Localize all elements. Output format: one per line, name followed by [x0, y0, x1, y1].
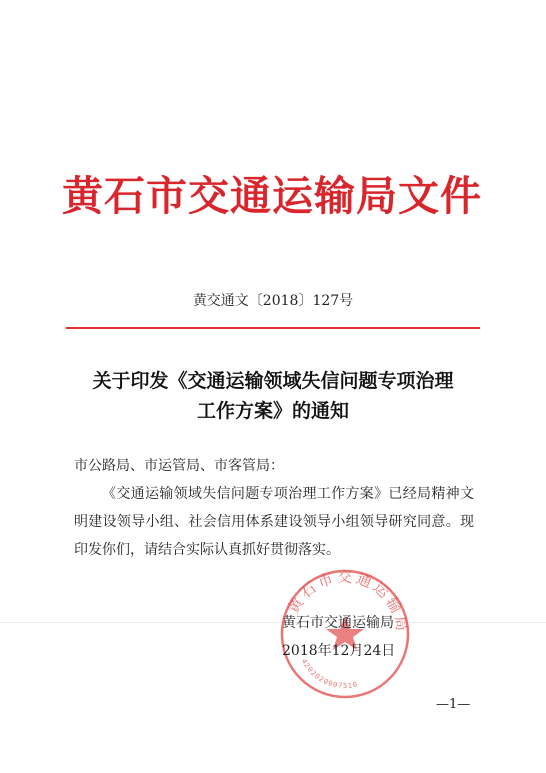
- stamp-code-text: 4202020007510: [299, 657, 359, 691]
- notice-title: [60, 366, 486, 426]
- stamp-ring-text: 黄石市交通运输局: [284, 567, 412, 636]
- signature-organization: 黄石市交通运输局: [282, 615, 394, 631]
- notice-title-line-1: 关于印发《交通运输领域失信问题专项治理: [92, 370, 454, 392]
- page-number: —1—: [436, 697, 471, 712]
- addressee-line: 市公路局、市运管局、市客管局：: [74, 458, 284, 474]
- scan-artifact-line: [0, 622, 546, 623]
- document-number: 黄交通文〔2018〕127号: [192, 293, 354, 309]
- signature-date: 2018年12月24日: [282, 643, 396, 659]
- official-seal-stamp: [277, 566, 413, 702]
- agency-header-title: 黄石市交通运输局文件: [62, 172, 482, 220]
- notice-body: [74, 452, 474, 564]
- red-divider-line: [66, 327, 480, 329]
- notice-title-line-2: 工作方案》的通知: [196, 400, 349, 422]
- body-paragraph: 《交通运输领域失信问题专项治理工作方案》已经局精神文明建设领导小组、社会信用体系建设领导小组领导研究同意。现印发你们，请结合实际认真抓好贯彻落实。: [74, 486, 474, 558]
